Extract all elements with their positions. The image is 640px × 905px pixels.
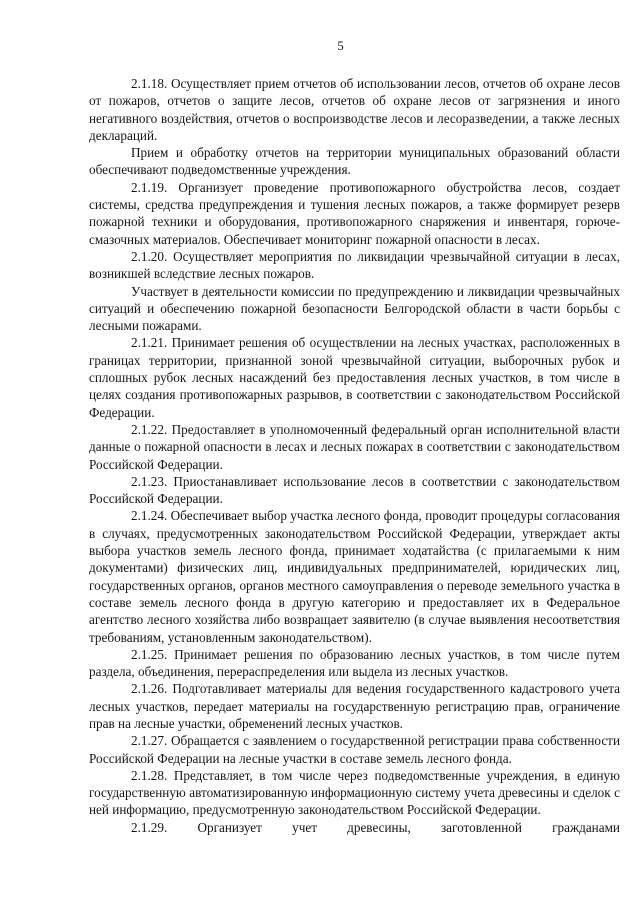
paragraph-reports-processing: Прием и обработку отчетов на территории муниципальных образований области обеспечивают подведомственные учреждения. <box>89 145 620 178</box>
paragraph-2-1-21: 2.1.21. Принимает решения об осуществлении на лесных участках, расположенных в границах территории, признанной зоной чрезвычайной ситуации, выборочных рубок и сплошных рубок лесных насаждений без предоставления лесных участков, в том числе в целях создания противопожарных разрывов, в соответствии с законодательством Российской Федерации. <box>89 335 620 420</box>
paragraph-2-1-20: 2.1.20. Осуществляет мероприятия по ликвидации чрезвычайной ситуации в лесах, возникшей вследствие лесных пожаров. <box>89 248 620 282</box>
paragraph-2-1-29: 2.1.29. Организует учет древесины, заготовленной гражданами <box>131 819 620 835</box>
paragraph-2-1-22: 2.1.22. Предоставляет в уполномоченный федеральный орган исполнительной власти данные о пожарной опасности в лесах и лесных пожарах в соответствии с законодательством Российской Федерации. <box>89 421 620 472</box>
paragraph-2-1-28: 2.1.28. Представляет, в том числе через подведомственные учреждения, в единую государственную автоматизированную информационную систему учета древесины и сделок с ней информацию, предусмотренную законодательством Российской Федерации. <box>89 767 620 818</box>
paragraph-2-1-27: 2.1.27. Обращается с заявлением о государственной регистрации права собственности Российской Федерации на лесные участки в составе земель лесного фонда. <box>89 733 620 766</box>
paragraph-2-1-24: 2.1.24. Обеспечивает выбор участка лесного фонда, проводит процедуры согласования в случаях, предусмотренных законодательством Российской Федерации, утверждает акты выбора участков земель лесного фонда, принимает ходатайства (с прилагаемыми к ним документами) физических лиц, индивидуальных предпринимателей, юридических лиц, государственных органов, органов местного самоуправления о переводе земельного участка в составе земель лесного фонда в другую категорию и предоставляет их в Федеральное агентство лесного хозяйства либо возвращает заявителю (в случае выявления несоответствия требованиям, установленным законодательством). <box>89 508 620 645</box>
paragraph-2-1-18: 2.1.18. Осуществляет прием отчетов об использовании лесов, отчетов об охране лесов от пожаров, отчетов о защите лесов, отчетов об охране лесов от загрязнения и иного негативного воздействия, отчетов о воспроизводстве лесов и лесоразведении, а также лесных деклараций. <box>89 76 620 143</box>
paragraph-2-1-26: 2.1.26. Подготавливает материалы для ведения государственного кадастрового учета лесных участков, передает материалы на государственную регистрацию прав, ограничение прав на лесные участки, обременений лесных участков. <box>89 681 620 731</box>
page-number: 5 <box>337 38 344 53</box>
paragraph-2-1-19: 2.1.19. Организует проведение противопожарного обустройства лесов, создает системы, средства предупреждения и тушения лесных пожаров, а также формирует резерв пожарной техники и оборудования, противопожарного снаряжения и инвентаря, горюче-смазочных материалов. Обеспечивает мониторинг пожарной опасности в лесах. <box>89 179 620 247</box>
paragraph-2-1-25: 2.1.25. Принимает решения по образованию лесных участков, в том числе путем раздела, объединения, перераспределения или выдела из лесных участков. <box>89 646 620 680</box>
paragraph-commission: Участвует в деятельности комиссии по предупреждению и ликвидации чрезвычайных ситуаций и обеспечению пожарной безопасности Белгородской области в части борьбы с лесными пожарами. <box>89 283 620 334</box>
paragraph-2-1-23: 2.1.23. Приостанавливает использование лесов в соответствии с законодательством Российской Федерации. <box>89 473 620 507</box>
